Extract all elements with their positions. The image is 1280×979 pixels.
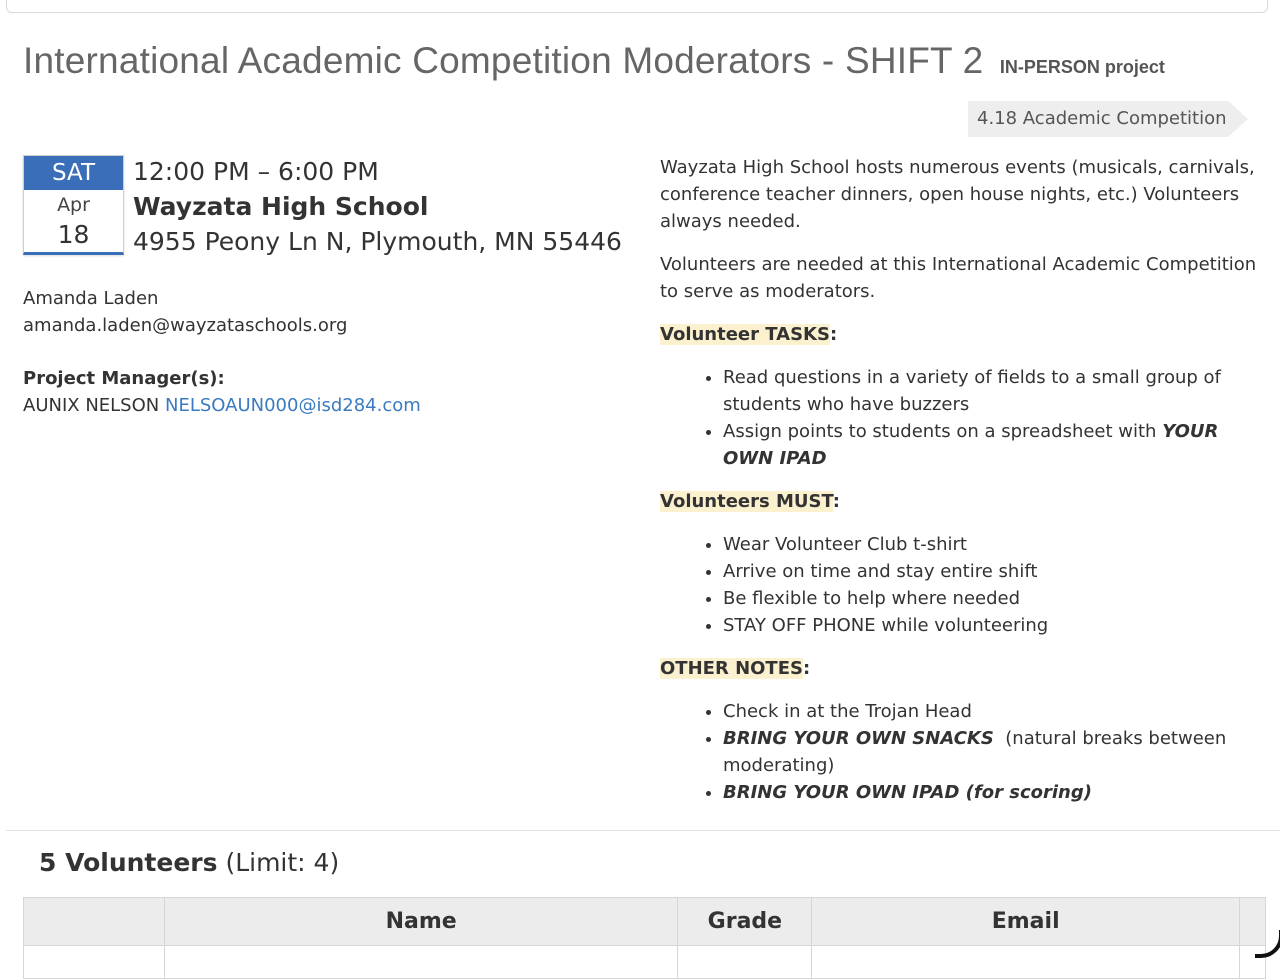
date-month: Apr — [57, 194, 90, 216]
must-heading-text: Volunteers MUST — [660, 491, 833, 512]
list-item-emphasis: BRING YOUR OWN SNACKS — [723, 728, 994, 749]
list-item: • STAY OFF PHONE while volunteering — [723, 612, 1260, 639]
must-heading: Volunteers MUST: — [660, 491, 840, 512]
list-item: • Be flexible to help where needed — [723, 585, 1260, 612]
page-title — [23, 40, 1165, 82]
project-description — [660, 154, 1260, 822]
column-header-name[interactable]: Name — [164, 898, 678, 946]
tasks-heading-text: Volunteer TASKS — [660, 324, 830, 345]
tasks-list — [660, 364, 1260, 472]
list-item: • Check in at the Trojan Head — [723, 698, 1260, 725]
volunteers-limit: (Limit: 4) — [225, 848, 340, 877]
description-paragraph: Volunteers are needed at this International Academic Competition to serve as moderators. — [660, 254, 1257, 302]
list-item: • Wear Volunteer Club t-shirt — [723, 531, 1260, 558]
column-header-checkbox — [24, 898, 165, 946]
project-manager-label: Project Manager(s): — [23, 368, 225, 389]
list-item: • Arrive on time and stay entire shift — [723, 558, 1260, 585]
column-header-grade[interactable]: Grade — [678, 898, 812, 946]
title-text: International Academic Competition Moderators - SHIFT 2 — [23, 40, 984, 81]
project-type-badge: IN-PERSON project — [999, 57, 1165, 77]
list-item-emphasis: YOUR OWN IPAD — [723, 421, 1219, 469]
description-paragraph: Wayzata High School hosts numerous events (musicals, carnivals, conference teacher dinners, open house nights, etc.) Volunteers always needed. — [660, 157, 1255, 232]
project-managers — [23, 365, 421, 419]
top-frame — [6, 0, 1268, 13]
event-address: 4955 Peony Ln N, Plymouth, MN 55446 — [133, 227, 622, 256]
list-item — [723, 725, 1260, 779]
table-header-row — [24, 898, 1266, 946]
tasks-heading: Volunteer TASKS: — [660, 324, 838, 345]
must-list — [660, 531, 1260, 639]
date-day: 18 — [57, 220, 90, 249]
event-time: 12:00 PM – 6:00 PM — [133, 157, 379, 186]
list-item: • Read questions in a variety of fields to a small group of students who have buzzers — [723, 364, 1260, 418]
contact-email: amanda.laden@wayzataschools.org — [23, 315, 348, 336]
contact-info — [23, 285, 347, 339]
project-manager-name: AUNIX NELSON — [23, 395, 160, 416]
date-day-of-week: SAT — [24, 156, 123, 190]
notes-list — [660, 698, 1260, 806]
volunteers-heading — [39, 848, 339, 877]
project-manager-email-link[interactable]: NELSOAUN000@isd284.com — [164, 395, 421, 416]
volunteers-table — [23, 897, 1266, 979]
list-item-emphasis: BRING YOUR OWN IPAD (for scoring) — [723, 782, 1092, 803]
event-info — [133, 154, 622, 260]
list-item-text: Assign points to students on a spreadsheet with — [723, 421, 1163, 442]
cursor-corner-icon — [1255, 930, 1280, 958]
list-item-text: (natural breaks between moderating) — [723, 728, 1232, 776]
contact-name: Amanda Laden — [23, 288, 159, 309]
category-tag[interactable]: 4.18 Academic Competition — [968, 101, 1228, 137]
section-divider — [6, 830, 1280, 831]
notes-heading: OTHER NOTES: — [660, 658, 811, 679]
event-venue: Wayzata High School — [133, 192, 429, 221]
list-item — [723, 418, 1260, 472]
notes-heading-text: OTHER NOTES — [660, 658, 803, 679]
table-row — [24, 946, 1266, 979]
date-card — [23, 155, 124, 255]
list-item — [723, 779, 1260, 806]
volunteers-count: 5 Volunteers — [39, 848, 218, 877]
column-header-email[interactable]: Email — [812, 898, 1240, 946]
